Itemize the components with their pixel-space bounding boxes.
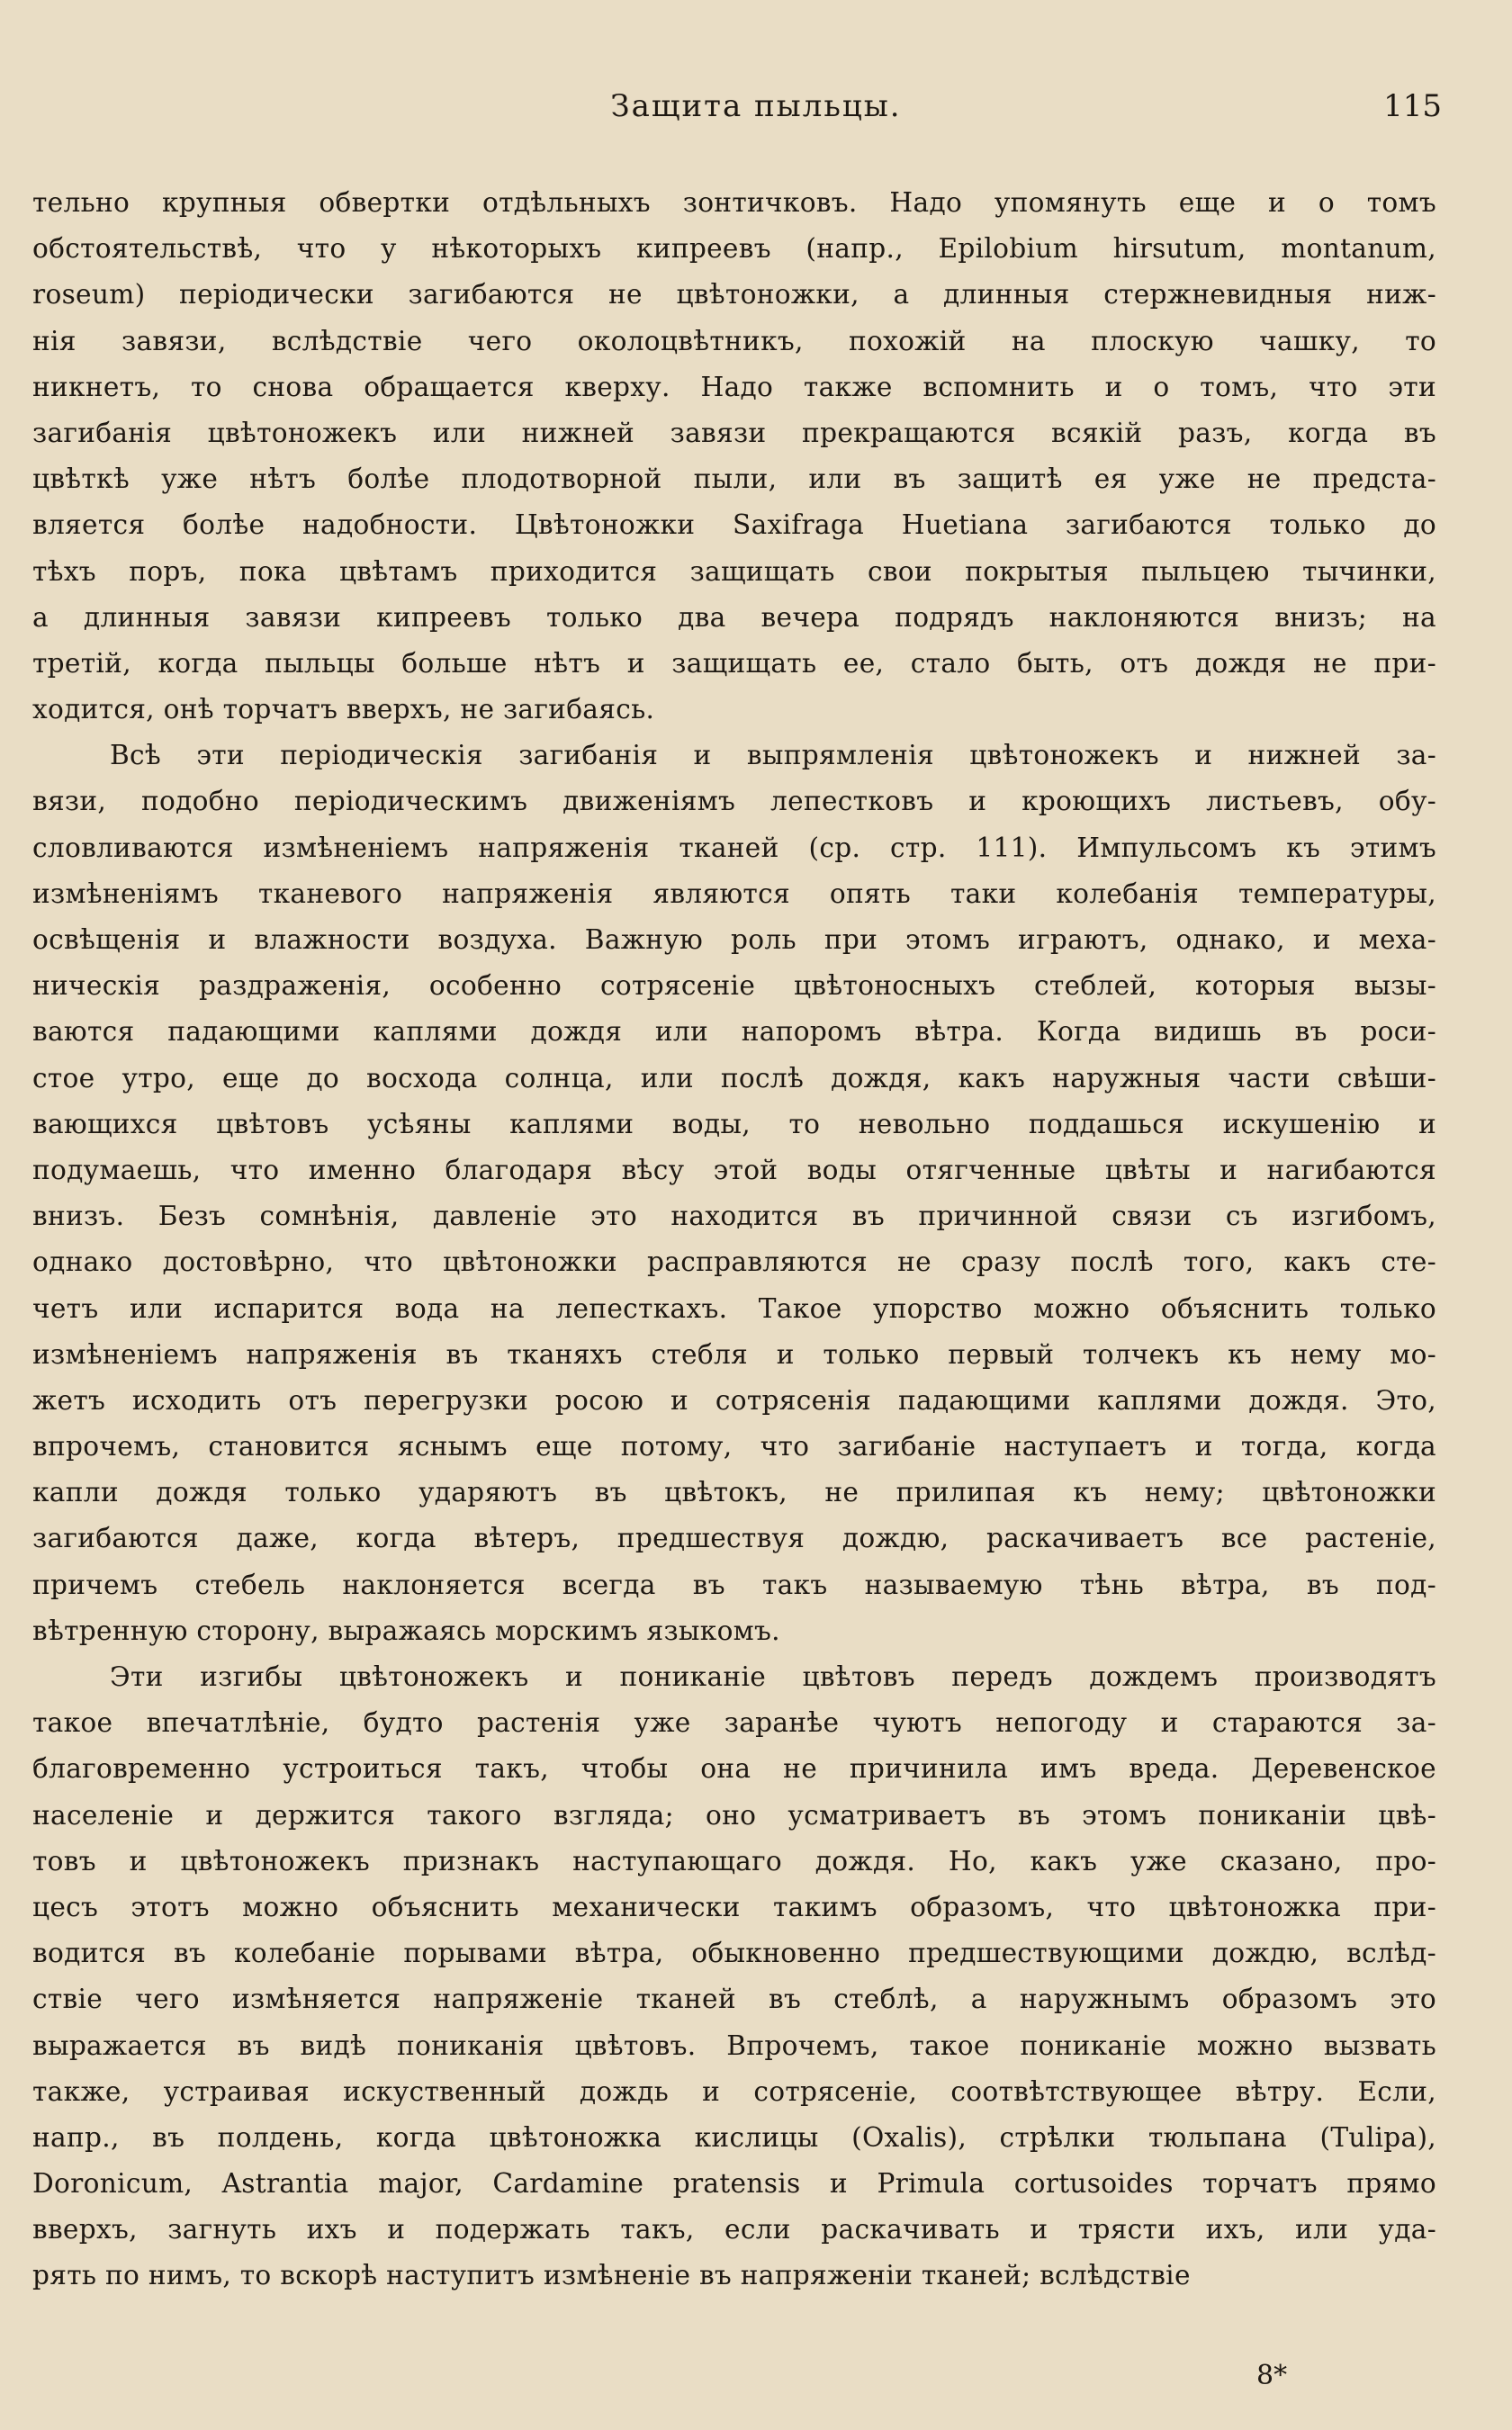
- text-line: никнетъ, то снова обращается кверху. Надо также вспомнить и о томъ, что эти: [32, 371, 1436, 402]
- paragraph: [32, 1654, 1436, 2300]
- text-line: вѣтренную сторону, выражаясь морскимъ языкомъ.: [32, 1615, 780, 1646]
- text-line: впрочемъ, становится яснымъ еще потому, что загибаніе наступаетъ и тогда, когда: [32, 1431, 1436, 1462]
- text-line: тѣхъ поръ, пока цвѣтамъ приходится защищать свои покрытыя пыльцею тычинки,: [32, 555, 1436, 587]
- text-line: рять по нимъ, то вскорѣ наступитъ измѣненіе въ напряженіи тканей; вслѣдствіе: [32, 2260, 1191, 2291]
- text-line: словливаются измѣненіемъ напряженія тканей (ср. стр. 111). Импульсомъ къ этимъ: [32, 832, 1436, 863]
- text-line: обстоятельствѣ, что у нѣкоторыхъ кипреевъ (напр., Epilobium hirsutum, montanum,: [32, 233, 1436, 265]
- text-line: освѣщенія и влажности воздуха. Важную роль при этомъ играютъ, однако, и меха-: [32, 924, 1436, 955]
- text-line: вающихся цвѣтовъ усѣяны каплями воды, то невольно поддашься искушенію и: [32, 1108, 1436, 1139]
- text-line: измѣненіямъ тканевого напряженія являются опять таки колебанія температуры,: [32, 878, 1436, 909]
- page-title: Защита пыльцы.: [610, 88, 902, 124]
- text-line: ходится, онѣ торчатъ вверхъ, не загибаясь.: [32, 694, 655, 725]
- signature-mark: 8*: [1256, 2360, 1288, 2391]
- text-line: загибаются даже, когда вѣтеръ, предшествуя дождю, раскачиваетъ все растеніе,: [32, 1523, 1436, 1554]
- page-number: 115: [1383, 88, 1442, 124]
- text-line: населеніе и держится такого взгляда; оно усматриваетъ въ этомъ пониканіи цвѣ-: [32, 1799, 1436, 1831]
- text-line: ническія раздраженія, особенно сотрясеніе цвѣтоносныхъ стеблей, которыя вызы-: [32, 970, 1436, 1002]
- text-line: однако достовѣрно, что цвѣтоножки расправляются не сразу послѣ того, какъ сте-: [32, 1246, 1436, 1278]
- text-line: Всѣ эти періодическія загибанія и выпрямленія цвѣтоножекъ и нижней за-: [110, 740, 1436, 771]
- text-line: выражается въ видѣ пониканія цвѣтовъ. Впрочемъ, такое пониканіе можно вызвать: [32, 2030, 1436, 2061]
- text-line: а длинныя завязи кипреевъ только два вечера подрядъ наклоняются внизъ; на: [32, 601, 1436, 633]
- text-line: вляется болѣе надобности. Цвѣтоножки Saxifraga Huetiana загибаются только до: [32, 509, 1436, 541]
- text-line: жетъ исходить отъ перегрузки росою и сотрясенія падающими каплями дождя. Это,: [32, 1384, 1436, 1416]
- text-line: также, устраивая искуственный дождь и сотрясеніе, соотвѣтствующее вѣтру. Если,: [32, 2075, 1436, 2107]
- text-line: товъ и цвѣтоножекъ признакъ наступающаго дождя. Но, какъ уже сказано, про-: [32, 1845, 1436, 1876]
- text-line: цесъ этотъ можно объяснить механически такимъ образомъ, что цвѣтоножка при-: [32, 1891, 1436, 1922]
- text-line: напр., въ полдень, когда цвѣтоножка кислицы (Oxalis), стрѣлки тюльпана (Tulipa),: [32, 2121, 1436, 2153]
- text-line: тельно крупныя обвертки отдѣльныхъ зонтичковъ. Надо упомянуть еще и о томъ: [32, 187, 1436, 218]
- text-line: четъ или испарится вода на лепесткахъ. Такое упорство можно объяснить только: [32, 1292, 1436, 1324]
- text-line: подумаешь, что именно благодаря вѣсу этой воды отягченные цвѣты и нагибаются: [32, 1154, 1436, 1185]
- text-line: загибанія цвѣтоножекъ или нижней завязи прекращаются всякій разъ, когда въ: [32, 417, 1436, 448]
- text-line: цвѣткѣ уже нѣтъ болѣе плодотворной пыли, или въ защитѣ ея уже не предста-: [32, 464, 1436, 495]
- text-line: нія завязи, вслѣдствіе чего околоцвѣтникъ, похожій на плоскую чашку, то: [32, 325, 1436, 356]
- text-line: ваются падающими каплями дождя или напоромъ вѣтра. Когда видишь въ роси-: [32, 1016, 1436, 1048]
- text-line: измѣненіемъ напряженія въ тканяхъ стебля и только первый толчекъ къ нему мо-: [32, 1338, 1436, 1370]
- text-line: внизъ. Безъ сомнѣнія, давленіе это находится въ причинной связи съ изгибомъ,: [32, 1201, 1436, 1232]
- text-line: капли дождя только ударяютъ въ цвѣтокъ, не прилипая къ нему; цвѣтоножки: [32, 1477, 1436, 1508]
- text-line: roseum) періодически загибаются не цвѣтоножки, а длинныя стержневидныя ниж-: [32, 279, 1436, 310]
- text-line: вязи, подобно періодическимъ движеніямъ лепестковъ и кроющихъ листьевъ, обу-: [32, 786, 1436, 817]
- text-line: Эти изгибы цвѣтоножекъ и пониканіе цвѣтовъ передъ дождемъ производятъ: [110, 1661, 1436, 1692]
- body-text: [32, 180, 1436, 2300]
- paragraph: [32, 733, 1436, 1654]
- text-line: вверхъ, загнуть ихъ и подержать такъ, если раскачивать и трясти ихъ, или уда-: [32, 2214, 1436, 2246]
- paragraph: [32, 180, 1436, 733]
- text-line: причемъ стебель наклоняется всегда въ такъ называемую тѣнь вѣтра, въ под-: [32, 1569, 1436, 1600]
- text-line: благовременно устроиться такъ, чтобы она не причинила имъ вреда. Деревенское: [32, 1753, 1436, 1785]
- text-line: третій, когда пыльцы больше нѣтъ и защищать ее, стало быть, отъ дождя не при-: [32, 647, 1436, 679]
- running-head: [0, 88, 1512, 133]
- text-line: Doronicum, Astrantia major, Cardamine pratensis и Primula cortusoides торчатъ прямо: [32, 2168, 1436, 2200]
- text-line: такое впечатлѣніе, будто растенія уже заранѣе чуютъ непогоду и стараются за-: [32, 1707, 1436, 1739]
- text-line: ствіе чего измѣняется напряженіе тканей въ стеблѣ, а наружнымъ образомъ это: [32, 1984, 1436, 2015]
- text-line: стое утро, еще до восхода солнца, или послѣ дождя, какъ наружныя части свѣши-: [32, 1062, 1436, 1094]
- text-line: водится въ колебаніе порывами вѣтра, обыкновенно предшествующими дождю, вслѣд-: [32, 1938, 1436, 1969]
